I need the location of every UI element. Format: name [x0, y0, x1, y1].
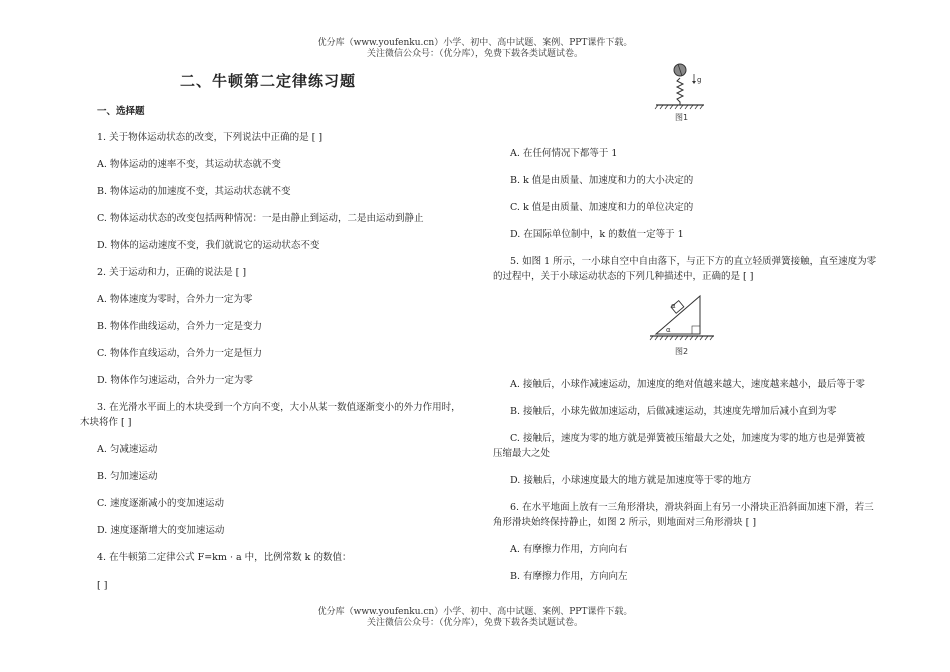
page-title: 二、牛顿第二定律练习题: [180, 72, 357, 90]
footer-line-2: 关注微信公众号：（优分库），免费下载各类试题试卷。: [366, 618, 583, 628]
q4-option-c: C. k 值是由质量、加速度和力的单位决定的: [510, 202, 694, 213]
q3-option-c: C. 速度逐渐减小的变加速运动: [97, 498, 224, 509]
q5-option-a: A. 接触后，小球作减速运动，加速度的绝对值越来越大，速度越来越小，最后等于零: [510, 379, 865, 390]
q2-option-a: A. 物体速度为零时，合外力一定为零: [97, 294, 253, 305]
q2-option-c: C. 物体作直线运动，合外力一定是恒力: [97, 348, 262, 359]
q3-option-d: D. 速度逐渐增大的变加速运动: [97, 525, 225, 536]
question-3-line-1: 3. 在光滑水平面上的木块受到一个方向不变，大小从某一数值逐渐变小的外力作用时，: [97, 402, 461, 413]
question-4: 4. 在牛顿第二定律公式 F=km · a 中，比例常数 k 的数值：: [97, 552, 352, 563]
q2-option-d: D. 物体作匀速运动，合外力一定为零: [97, 375, 253, 386]
section-heading: 一、选择题: [97, 106, 145, 117]
question-6-line-2: 角形滑块始终保持静止，如图 2 所示，则地面对三角形滑块 [ ]: [493, 517, 757, 528]
angle-label-top: α: [671, 302, 676, 310]
q5-option-d: D. 接触后，小球速度最大的地方就是加速度等于零的地方: [510, 475, 752, 486]
page-footer: [0, 607, 950, 629]
q6-option-b: B. 有摩擦力作用，方向向左: [510, 571, 628, 582]
spring-icon: [677, 78, 683, 105]
question-4-bracket: [ ]: [97, 580, 108, 591]
question-1: 1. 关于物体运动状态的改变，下列说法中正确的是 [ ]: [97, 132, 323, 143]
q1-option-c: C. 物体运动状态的改变包括两种情况：一是由静止到运动，二是由运动到静止: [97, 213, 424, 224]
question-2: 2. 关于运动和力，正确的说法是 [ ]: [97, 267, 247, 278]
figure-1-label: 图1: [675, 113, 689, 122]
q4-option-a: A. 在任何情况下都等于 1: [510, 148, 618, 159]
q3-option-a: A. 匀减速运动: [97, 444, 158, 455]
q4-option-d: D. 在国际单位制中，k 的数值一定等于 1: [510, 229, 684, 240]
q5-option-c-line-2: 压缩最大之处: [493, 448, 551, 459]
q3-option-b: B. 匀加速运动: [97, 471, 158, 482]
header-line-1: 优分库（www.youfenku.cn）小学、初中、高中试题、案例、PPT课件下载。: [317, 38, 633, 48]
question-6-line-1: 6. 在水平地面上放有一三角形滑块，滑块斜面上有另一小滑块正沿斜面加速下滑，若三: [510, 502, 874, 513]
q2-option-b: B. 物体作曲线运动，合外力一定是变力: [97, 321, 263, 332]
question-5-line-2: 的过程中，关于小球运动状态的下列几种描述中，正确的是 [ ]: [493, 271, 754, 282]
question-5-line-1: 5. 如图 1 所示，一小球自空中自由落下，与正下方的直立轻质弹簧接触，直至速度为零: [510, 256, 877, 267]
figure-1: [650, 60, 710, 126]
q6-option-a: A. 有摩擦力作用，方向向右: [510, 544, 628, 555]
q1-option-d: D. 物体的运动速度不变，我们就说它的运动状态不变: [97, 240, 320, 251]
angle-label-bottom: α: [666, 326, 671, 334]
q4-option-b: B. k 值是由质量、加速度和力的大小决定的: [510, 175, 694, 186]
q5-option-c-line-1: C. 接触后，速度为零的地方就是弹簧被压缩最大之处，加速度为零的地方也是弹簧被: [510, 433, 865, 444]
question-3-line-2: 木块将作 [ ]: [80, 417, 132, 428]
q1-option-b: B. 物体运动的加速度不变，其运动状态就不变: [97, 186, 291, 197]
figure-2: [648, 290, 718, 362]
figure-2-label: 图2: [675, 347, 689, 356]
footer-line-1: 优分库（www.youfenku.cn）小学、初中、高中试题、案例、PPT课件下载。: [317, 607, 633, 617]
page-header: [0, 38, 950, 60]
q5-option-b: B. 接触后，小球先做加速运动，后做减速运动，其速度先增加后减小直到为零: [510, 406, 837, 417]
header-line-2: 关注微信公众号：（优分库），免费下载各类试题试卷。: [366, 49, 583, 59]
gravity-label: g: [697, 76, 702, 84]
q1-option-a: A. 物体运动的速率不变，其运动状态就不变: [97, 159, 281, 170]
